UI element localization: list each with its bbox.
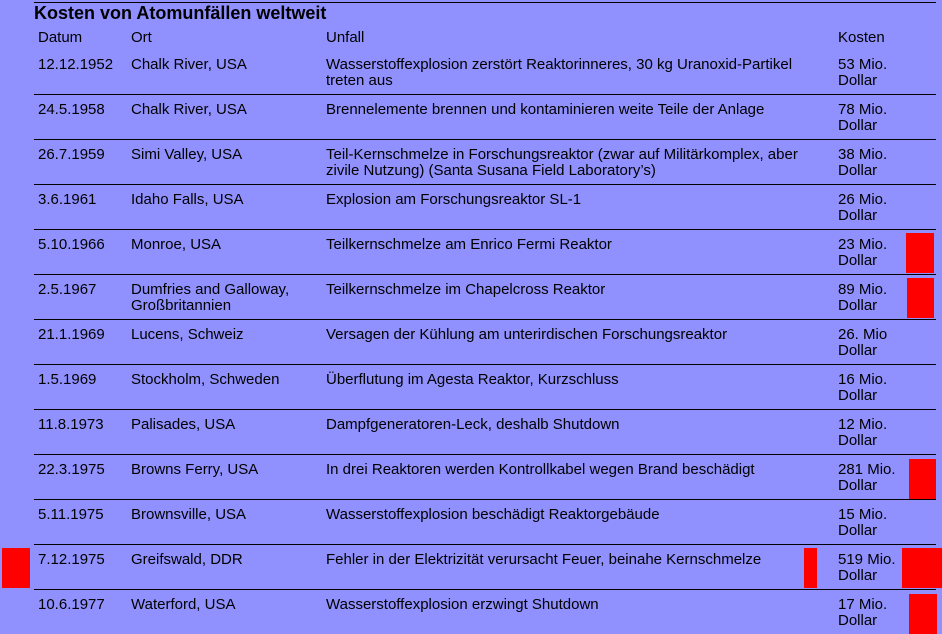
cell-ort: Chalk River, USA (131, 101, 247, 118)
cell-datum: 11.8.1973 (38, 416, 104, 433)
cell-unfall: Brennelemente brennen und kontaminieren weite Teile der Anlage (326, 101, 765, 118)
cell-unfall: Teilkernschmelze am Enrico Fermi Reaktor (326, 236, 612, 253)
cell-ort: Greifswald, DDR (131, 551, 243, 568)
table-row (34, 140, 936, 185)
red-marker (804, 548, 817, 588)
table-row (34, 545, 936, 590)
table-header (34, 28, 936, 50)
cell-unfall: Fehler in der Elektrizität verursacht Feuer, beinahe Kernschmelze (326, 551, 762, 568)
red-marker (902, 548, 942, 588)
cell-datum: 1.5.1969 (38, 371, 97, 388)
cell-ort: Simi Valley, USA (131, 146, 243, 163)
cell-ort: Stockholm, Schweden (131, 371, 280, 388)
cell-kosten: 38 Mio. Dollar (838, 146, 888, 179)
table-row (34, 50, 936, 95)
cell-unfall: Wasserstoffexplosion zerstört Reaktorinneres, 30 kg Uranoxid-Partikel treten aus (326, 56, 793, 89)
cell-datum: 5.11.1975 (38, 506, 104, 523)
table-row (34, 365, 936, 410)
cell-unfall: Teil-Kernschmelze in Forschungsreaktor (zwar auf Militärkomplex, aber zivile Nutzung) (Santa Susana Field Laboratory’s) (326, 146, 798, 179)
cell-kosten: 53 Mio. Dollar (838, 56, 888, 89)
cell-datum: 3.6.1961 (38, 191, 97, 208)
cell-datum: 24.5.1958 (38, 101, 105, 118)
table-body (34, 50, 936, 634)
red-marker (2, 548, 30, 588)
cell-datum: 7.12.1975 (38, 551, 105, 568)
cell-kosten: 519 Mio. Dollar (838, 551, 896, 584)
cell-datum: 21.1.1969 (38, 326, 105, 343)
cell-datum: 12.12.1952 (38, 56, 114, 73)
table-row (34, 500, 936, 545)
table-row (34, 185, 936, 230)
table-row (34, 275, 936, 320)
cell-ort: Brownsville, USA (131, 506, 247, 523)
cell-unfall: In drei Reaktoren werden Kontrollkabel wegen Brand beschädigt (326, 461, 755, 478)
cell-ort: Idaho Falls, USA (131, 191, 244, 208)
table-row (34, 455, 936, 500)
cell-datum: 5.10.1966 (38, 236, 105, 253)
cell-unfall: Wasserstoffexplosion beschädigt Reaktorgebäude (326, 506, 660, 523)
cell-ort: Lucens, Schweiz (131, 326, 244, 343)
cell-ort: Monroe, USA (131, 236, 222, 253)
cell-datum: 26.7.1959 (38, 146, 105, 163)
cell-datum: 2.5.1967 (38, 281, 97, 298)
cell-kosten: 23 Mio. Dollar (838, 236, 888, 269)
cell-kosten: 12 Mio. Dollar (838, 416, 888, 449)
table-row (34, 410, 936, 455)
cell-datum: 10.6.1977 (38, 596, 105, 613)
cell-kosten: 78 Mio. Dollar (838, 101, 888, 134)
page-title: Kosten von Atomunfällen weltweit (34, 3, 327, 23)
cell-ort: Dumfries and Galloway, Großbritannien (131, 281, 290, 314)
cell-kosten: 15 Mio. Dollar (838, 506, 888, 539)
table-row (34, 590, 936, 634)
red-marker (906, 233, 934, 273)
cell-unfall: Überflutung im Agesta Reaktor, Kurzschluss (326, 371, 619, 388)
header-unfall: Unfall (326, 29, 365, 46)
cell-unfall: Teilkernschmelze im Chapelcross Reaktor (326, 281, 606, 298)
cell-kosten: 26. Mio Dollar (838, 326, 888, 359)
table-row (34, 320, 936, 365)
cell-kosten: 89 Mio. Dollar (838, 281, 888, 314)
table-row (34, 230, 936, 275)
cell-kosten: 281 Mio. Dollar (838, 461, 896, 494)
red-marker (909, 459, 936, 499)
red-marker (907, 278, 934, 318)
cell-datum: 22.3.1975 (38, 461, 105, 478)
cell-ort: Waterford, USA (131, 596, 236, 613)
cell-ort: Chalk River, USA (131, 56, 247, 73)
cell-kosten: 16 Mio. Dollar (838, 371, 888, 404)
header-datum: Datum (38, 29, 83, 46)
cell-unfall: Versagen der Kühlung am unterirdischen Forschungsreaktor (326, 326, 728, 343)
cell-unfall: Wasserstoffexplosion erzwingt Shutdown (326, 596, 599, 613)
header-kosten: Kosten (838, 29, 885, 46)
cell-kosten: 26 Mio. Dollar (838, 191, 888, 224)
cell-unfall: Dampfgeneratoren-Leck, deshalb Shutdown (326, 416, 620, 433)
red-marker (909, 594, 937, 634)
table-row (34, 95, 936, 140)
cell-ort: Browns Ferry, USA (131, 461, 259, 478)
cell-ort: Palisades, USA (131, 416, 236, 433)
header-ort: Ort (131, 29, 152, 46)
cell-kosten: 17 Mio. Dollar (838, 596, 888, 629)
cell-unfall: Explosion am Forschungsreaktor SL-1 (326, 191, 582, 208)
